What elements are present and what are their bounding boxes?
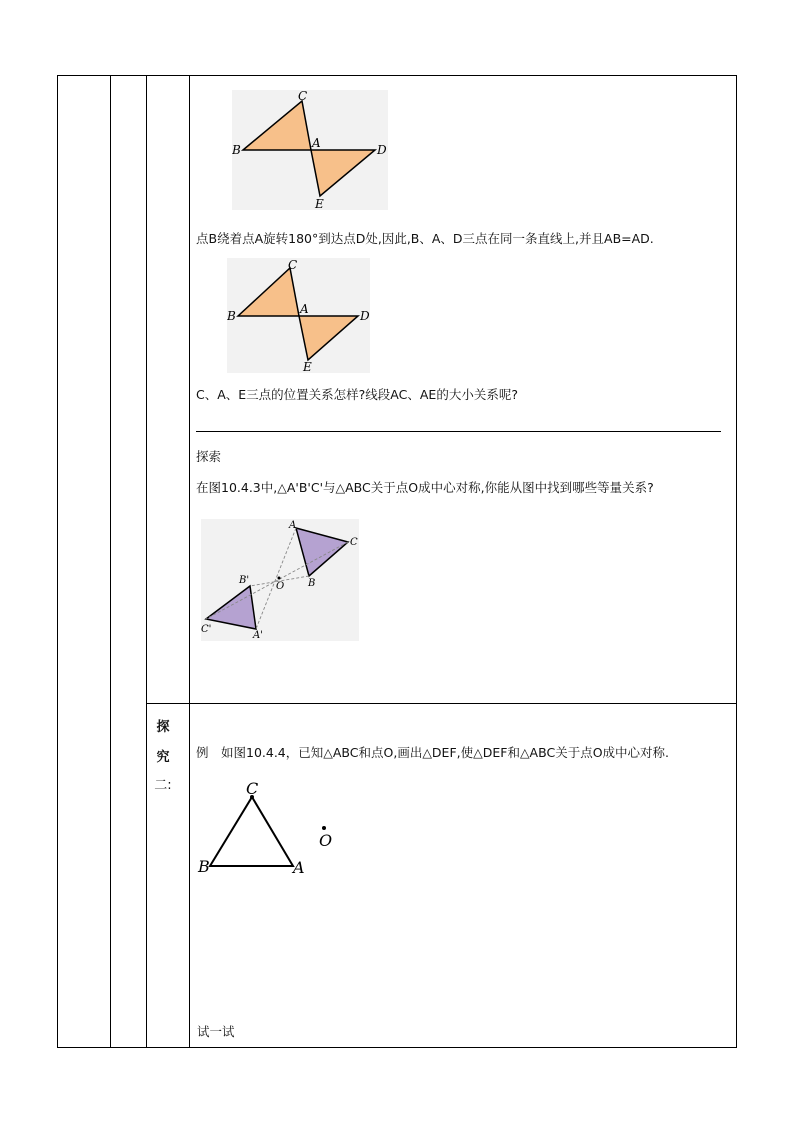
label-o: O: [319, 831, 333, 850]
label-a: A: [289, 520, 297, 531]
label-e: E: [303, 360, 312, 373]
paragraph-question: C、A、E三点的位置关系怎样?线段AC、AE的大小关系呢?: [196, 387, 518, 402]
label-a: A: [300, 302, 309, 316]
table-right-border: [736, 75, 737, 1048]
table-bottom-border: [57, 1047, 737, 1048]
point-o: [322, 826, 326, 830]
label-b: B: [308, 578, 316, 589]
explore-paragraph: 在图10.4.3中,△A'B'C'与△ABC关于点O成中心对称,你能从图中找到哪些等量关系?: [196, 480, 654, 495]
figure-rotation-2: [227, 258, 370, 377]
paragraph-rotation: 点B绕着点A旋转180°到达点D处,因此,B、A、D三点在同一条直线上,并且AB=AD.: [196, 231, 654, 246]
label-e: E: [315, 197, 324, 210]
table-left-border: [57, 75, 58, 1048]
label-c-prime: C': [201, 624, 212, 635]
label-d: D: [377, 143, 387, 157]
label-a: A: [293, 858, 305, 877]
section-label-char-1: 探: [156, 720, 170, 735]
figure-rotation-1: [232, 90, 388, 214]
label-a: A: [312, 136, 321, 150]
column-divider-2: [146, 75, 147, 1048]
label-a-prime: A': [253, 630, 263, 641]
point-o: [278, 577, 281, 580]
label-b: B: [198, 857, 210, 876]
section-label-char-2: 究: [156, 750, 170, 765]
column-divider-1: [110, 75, 111, 1048]
table-top-border: [57, 75, 737, 76]
figure-triangle-and-point: [196, 778, 341, 882]
label-o: O: [276, 581, 285, 592]
section-label-char-3: 二:: [154, 778, 172, 793]
label-b-prime: B': [239, 575, 250, 586]
label-b: B: [227, 309, 236, 323]
column-divider-3: [189, 75, 190, 1048]
section-separator: [196, 431, 721, 432]
label-c: C: [246, 779, 259, 798]
example-paragraph: 例 如图10.4.4，已知△ABC和点O,画出△DEF,使△DEF和△ABC关于点O成中心对称.: [196, 745, 670, 760]
explore-heading: 探索: [196, 449, 222, 464]
label-c: C: [288, 258, 298, 272]
figure-central-symmetry: [201, 519, 359, 645]
label-c: C: [350, 537, 358, 548]
label-b: B: [232, 143, 241, 157]
label-c: C: [298, 90, 308, 103]
try-heading: 试一试: [197, 1024, 235, 1039]
triangle-abc: [210, 797, 293, 866]
label-d: D: [360, 309, 370, 323]
row-divider: [146, 703, 737, 704]
